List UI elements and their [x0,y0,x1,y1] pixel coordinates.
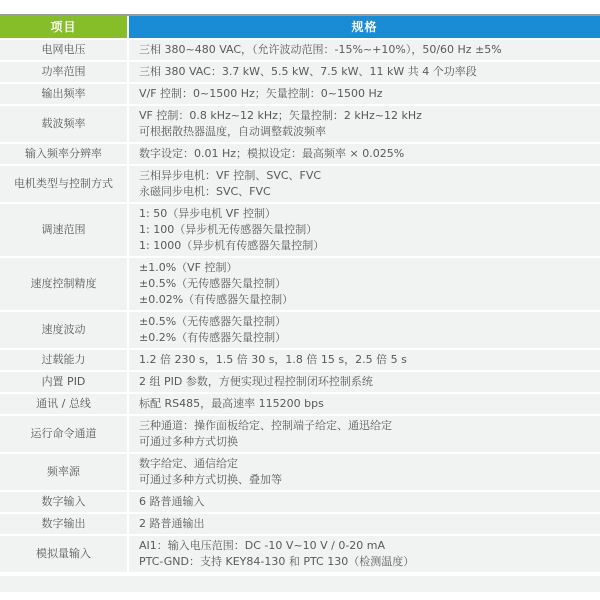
item-cell: 电机类型与控制方式 [0,166,127,202]
spec-line: 1: 100（异步机无传感器矢量控制） [139,223,318,236]
item-cell: 运行命令通道 [0,416,127,452]
spec-cell [129,514,600,534]
item-cell: 数字输入 [0,492,127,512]
item-cell: 电网电压 [0,40,127,60]
spec-cell [129,106,600,142]
item-cell: 输出频率 [0,84,127,104]
item-cell: 通讯 / 总线 [0,394,127,414]
spec-cell [129,144,600,164]
spec-line: ±0.2%（有传感器矢量控制） [139,331,287,344]
spec-line: 可通过多种方式切换、叠加等 [139,473,282,486]
spec-line: 数字设定：0.01 Hz；模拟设定：最高频率 × 0.025% [139,147,405,160]
spec-line: VF 控制：0.8 kHz~12 kHz；矢量控制：2 kHz~12 kHz [139,109,422,122]
spec-cell [129,166,600,202]
footer-band [0,576,600,592]
spec-line: 2 组 PID 参数，方便实现过程控制闭环控制系统 [139,375,373,388]
item-cell: 数字输出 [0,514,127,534]
item-cell: 内置 PID [0,372,127,392]
spec-cell [129,536,600,572]
spec-line: 三相 380 VAC：3.7 kW、5.5 kW、7.5 kW、11 kW 共 4 个功率段 [139,65,477,78]
item-cell: 速度控制精度 [0,258,127,310]
spec-cell [129,416,600,452]
spec-line: 标配 RS485，最高速率 115200 bps [139,397,324,410]
item-cell: 频率源 [0,454,127,490]
spec-cell [129,62,600,82]
spec-line: 永磁同步电机：SVC、FVC [139,185,271,198]
spec-line: 2 路普通输出 [139,517,205,530]
spec-line: ±1.0%（VF 控制） [139,261,238,274]
spec-cell [129,394,600,414]
spec-cell [129,372,600,392]
spec-line: ±0.5%（无传感器矢量控制） [139,315,287,328]
spec-cell [129,492,600,512]
spec-line: 数字给定、通信给定 [139,457,238,470]
item-cell: 输入频率分辨率 [0,144,127,164]
spec-cell [129,454,600,490]
spec-line: ±0.5%（无传感器矢量控制） [139,277,287,290]
item-cell: 载波频率 [0,106,127,142]
spec-line: 三相 380~480 VAC，（允许波动范围：-15%~+10%），50/60 Hz ±5% [139,43,502,56]
spec-line: 6 路普通输入 [139,495,205,508]
spec-cell [129,84,600,104]
spec-cell [129,312,600,348]
item-cell: 调速范围 [0,204,127,256]
spec-cell [129,258,600,310]
spec-table [0,16,600,572]
spec-cell [129,40,600,60]
spec-line: 1: 1000（异步机有传感器矢量控制） [139,239,325,252]
item-cell: 速度波动 [0,312,127,348]
column-header-spec: 规格 [129,16,600,38]
spec-line: 三种通道：操作面板给定、控制端子给定、通迅给定 [139,419,392,432]
spec-line: PTC-GND：支持 KEY84-130 和 PTC 130（检测温度） [139,555,415,568]
item-cell: 模拟量输入 [0,536,127,572]
column-header-item: 项目 [0,16,127,38]
spec-line: 1.2 倍 230 s，1.5 倍 30 s，1.8 倍 15 s，2.5 倍 5 s [139,353,407,366]
spec-line: V/F 控制：0~1500 Hz；矢量控制：0~1500 Hz [139,87,383,100]
spec-line: ±0.02%（有传感器矢量控制） [139,293,294,306]
item-cell: 过载能力 [0,350,127,370]
item-cell: 功率范围 [0,62,127,82]
spec-line: 可通过多种方式切换 [139,435,238,448]
spec-line: AI1：输入电压范围：DC -10 V~10 V / 0-20 mA [139,539,386,552]
spec-cell [129,204,600,256]
spec-line: 1: 50（异步电机 VF 控制） [139,207,277,220]
spec-line: 可根据散热器温度，自动调整载波频率 [139,125,326,138]
spec-cell [129,350,600,370]
spec-line: 三相异步电机：VF 控制、SVC、FVC [139,169,322,182]
